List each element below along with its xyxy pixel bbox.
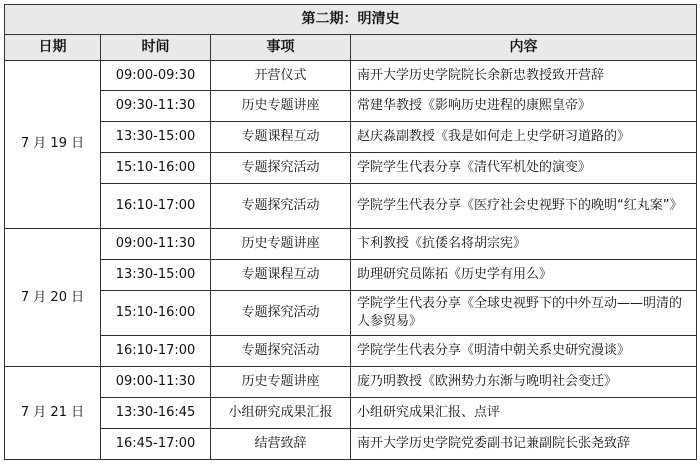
table-row	[5, 291, 697, 336]
time-cell: 13:30-16:45	[101, 398, 211, 429]
content-cell: 学院学生代表分享《医疗社会史视野下的晚明“红丸案”》	[351, 184, 697, 229]
item-cell: 小组研究成果汇报	[211, 398, 351, 429]
item-cell: 专题探究活动	[211, 184, 351, 229]
header-date: 日期	[5, 34, 101, 60]
header-row	[5, 34, 697, 60]
content-cell: 常建华教授《影响历史进程的康熙皇帝》	[351, 91, 697, 122]
table-row	[5, 153, 697, 184]
table-row	[5, 91, 697, 122]
time-cell: 13:30-15:00	[101, 122, 211, 153]
item-cell: 结营致辞	[211, 429, 351, 460]
item-cell: 专题课程互动	[211, 260, 351, 291]
time-cell: 09:30-11:30	[101, 91, 211, 122]
table-row	[5, 229, 697, 260]
item-cell: 专题课程互动	[211, 122, 351, 153]
content-cell: 南开大学历史学院党委副书记兼副院长张尧致辞	[351, 429, 697, 460]
content-cell: 助理研究员陈拓《历史学有用么》	[351, 260, 697, 291]
table-row	[5, 367, 697, 398]
item-cell: 专题探究活动	[211, 153, 351, 184]
time-cell: 15:10-16:00	[101, 153, 211, 184]
table-row	[5, 60, 697, 91]
time-cell: 13:30-15:00	[101, 260, 211, 291]
content-cell: 庞乃明教授《欧洲势力东渐与晚明社会变迁》	[351, 367, 697, 398]
time-cell: 16:10-17:00	[101, 336, 211, 367]
table-row	[5, 260, 697, 291]
content-cell: 学院学生代表分享《清代军机处的演变》	[351, 153, 697, 184]
time-cell: 09:00-11:30	[101, 367, 211, 398]
table-title: 第二期：明清史	[5, 5, 697, 35]
time-cell: 16:45-17:00	[101, 429, 211, 460]
content-cell: 卞利教授《抗倭名将胡宗宪》	[351, 229, 697, 260]
table-row	[5, 398, 697, 429]
header-time: 时间	[101, 34, 211, 60]
item-cell: 开营仪式	[211, 60, 351, 91]
content-cell: 南开大学历史学院院长余新忠教授致开营辞	[351, 60, 697, 91]
item-cell: 专题探究活动	[211, 336, 351, 367]
table-row	[5, 429, 697, 460]
header-item: 事项	[211, 34, 351, 60]
time-cell: 09:00-09:30	[101, 60, 211, 91]
content-cell: 赵庆淼副教授《我是如何走上史学研习道路的》	[351, 122, 697, 153]
date-cell: 7 月 20 日	[5, 229, 101, 367]
header-content: 内容	[351, 34, 697, 60]
table-row	[5, 336, 697, 367]
item-cell: 历史专题讲座	[211, 229, 351, 260]
item-cell: 历史专题讲座	[211, 91, 351, 122]
content-cell: 小组研究成果汇报、点评	[351, 398, 697, 429]
title-row	[5, 5, 697, 35]
schedule-table	[4, 4, 697, 460]
date-cell: 7 月 21 日	[5, 367, 101, 460]
table-row	[5, 184, 697, 229]
time-cell: 09:00-11:30	[101, 229, 211, 260]
content-cell: 学院学生代表分享《全球史视野下的中外互动——明清的人参贸易》	[351, 291, 697, 336]
item-cell: 专题探究活动	[211, 291, 351, 336]
table-row	[5, 122, 697, 153]
date-cell: 7 月 19 日	[5, 60, 101, 229]
time-cell: 16:10-17:00	[101, 184, 211, 229]
content-cell: 学院学生代表分享《明清中朝关系史研究漫谈》	[351, 336, 697, 367]
time-cell: 15:10-16:00	[101, 291, 211, 336]
item-cell: 历史专题讲座	[211, 367, 351, 398]
